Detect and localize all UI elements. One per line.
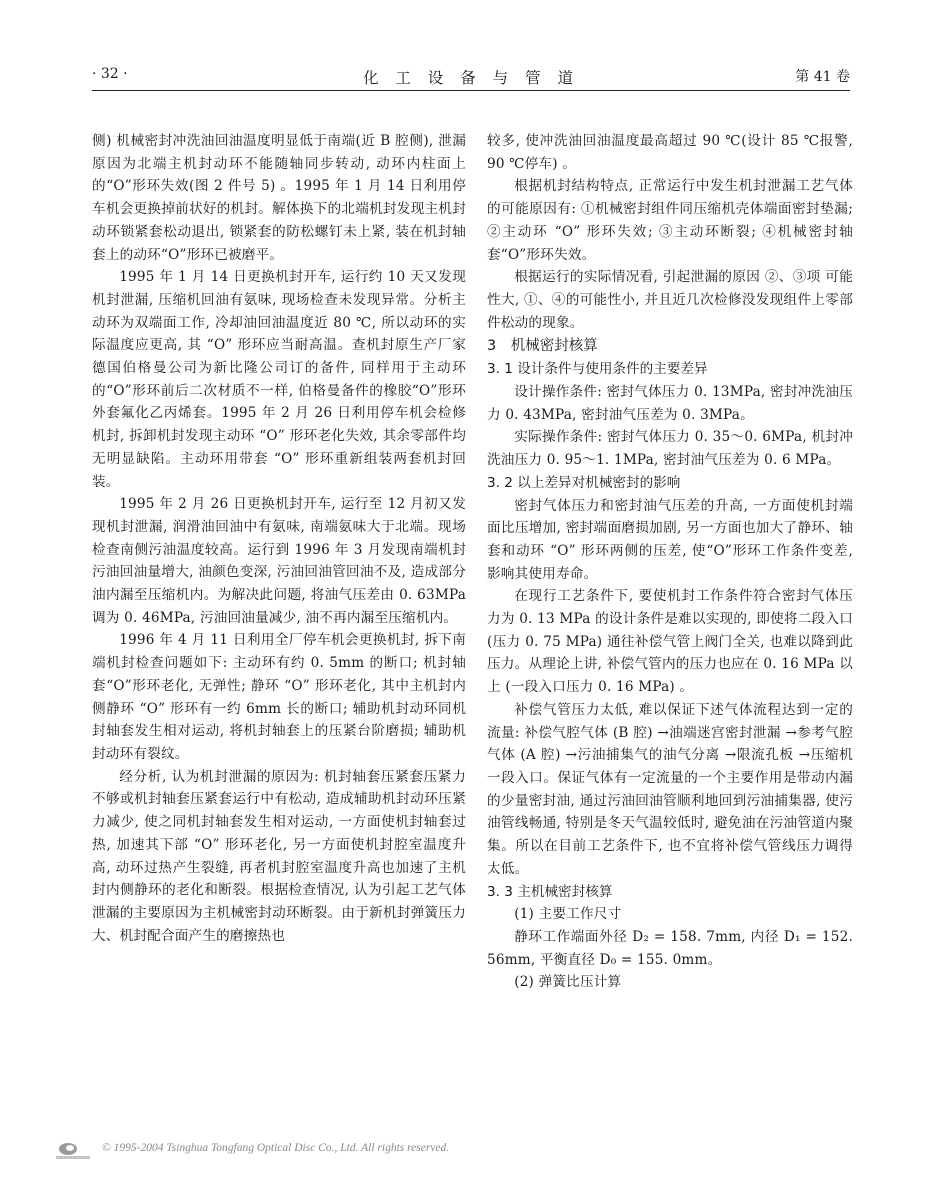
- subsection-heading: 3. 3 主机械密封核算: [487, 883, 613, 900]
- header-rule: [92, 90, 850, 91]
- left-column: [92, 130, 466, 947]
- subsection-heading: 3. 1 设计条件与使用条件的主要差异: [487, 361, 708, 378]
- body-paragraph: 较多, 使冲洗油回油温度最高超过 90 ℃(设计 85 ℃报警, 90 ℃停车) 。: [487, 133, 853, 172]
- subsection-heading: 3. 2 以上差异对机械密封的影响: [487, 474, 681, 491]
- body-paragraph: 在现行工艺条件下, 要使机封工作条件符合密封气体压力为 0. 13 MPa 的设计条件是难以实现的, 即使将二段入口(压力 0. 75 MPa) 通往补偿气管上阀门全关, 也难以降到此压力。从理论上讲, 补偿气管内的压力也应在 0. 16 MPa 以上 (一段入口压力 0. 16 MPa) 。: [487, 588, 853, 696]
- body-paragraph: 补偿气管压力太低, 难以保证下述气体流程达到一定的流量: 补偿气腔气体 (B 腔) →油端迷宫密封泄漏 →参考气腔气体 (A 腔) →污油捕集气的油气分离 →限流孔板 →压缩机一段入口。保证气体有一定流量的一个主要作用是带动内漏的少量密封油, 通过污油回油管顺利地回到污油捕集器, 使污油管线畅通, 特别是冬天气温较低时, 避免油在污油管道内聚集。所以在目前工艺条件下, 也不宜将补偿气管线压力调得太低。: [487, 701, 853, 877]
- body-paragraph: 1995 年 1 月 14 日更换机封开车, 运行约 10 天又发现机封泄漏, 压缩机回油有氨味, 现场检查未发现异常。分析主动环为双端面工作, 冷却油回油温度近 80 ℃, 所以动环的实际温度应更高, 其 “O” 形环应当耐高温。查机封原生产厂家德国伯格曼公司为新比隆公司订的备件, 同样用于主动环的“O”形环前后二次材质不一样, 伯格曼备件的橡胶“O”形环外套氟化乙丙烯套。1995 年 2 月 26 日利用停车机会检修机封, 拆卸机封发现主动环 “O” 形环老化失效, 其余零部件均无明显缺陷。主动环用带套 “O” 形环重新组装两套机封回装。: [92, 269, 466, 490]
- body-paragraph: 经分析, 认为机封泄漏的原因为: 机封轴套压紧套压紧力不够或机封轴套压紧套运行中有松动, 造成辅助机封动环压紧力减少, 使之同机封轴套发生相对运动, 一方面使机封轴套过热, 加速其下部 “O” 形环老化, 另一方面使机封腔室温度升高, 动环过热产生裂缝, 再者机封腔室温度升高也加速了主机封内侧静环的老化和断裂。根据检查情况, 认为引起工艺气体泄漏的主要原因为主机械密封动环断裂。由于新机封弹簧压力大、机封配合面产生的磨擦热也: [92, 768, 466, 944]
- body-paragraph: 静环工作端面外径 D₂ = 158. 7mm, 内径 D₁ = 152. 56mm, 平衡直径 D₀ = 155. 0mm。: [487, 928, 853, 968]
- body-paragraph: 密封气体压力和密封油气压差的升高, 一方面使机封端面比压增加, 密封端面磨损加剧, 另一方面也加大了静环、轴套和动环 “O” 形环两侧的压差, 使“O”形环工作条件变差, 影响其使用寿命。: [487, 497, 853, 582]
- page-number: · 32 ·: [92, 66, 128, 82]
- body-paragraph: (1) 主要工作尺寸: [514, 906, 622, 923]
- body-paragraph: 设计操作条件: 密封气体压力 0. 13MPa, 密封冲洗油压力 0. 43MPa, 密封油气压差为 0. 3MPa。: [487, 384, 853, 423]
- body-paragraph: 侧) 机械密封冲洗油回油温度明显低于南端(近 B 腔侧), 泄漏原因为北端主机封动环不能随轴同步转动, 动环内柱面上的“O”形环失效(图 2 件号 5) 。1995 年 1 月 14 日利用停车机会更换掉前状好的机封。解体换下的北端机封发现主机封动环锁紧套松动退出, 锁紧套的防松螺钉未上紧, 装在机封轴套上的动环“O”形环已被磨平。: [92, 133, 466, 263]
- journal-title: 化 工 设 备 与 管 道: [362, 69, 580, 87]
- body-paragraph: 1996 年 4 月 11 日利用全厂停车机会更换机封, 拆下南端机封检查问题如下: 主动环有约 0. 5mm 的断口; 机封轴套“O”形环老化, 无弹性; 静环 “O” 形环老化, 其中主机封内侧静环 “O” 形环有一约 6mm 长的断口; 辅助机封动环同机封轴套发生相对运动, 将机封轴套上的压紧台阶磨损; 辅助机封动环有裂纹。: [92, 632, 466, 762]
- body-paragraph: 根据机封结构特点, 正常运行中发生机封泄漏工艺气体的可能原因有: ①机械密封组件同压缩机壳体端面密封垫漏; ②主动环 “O” 形环失效; ③主动环断裂; ④机械密封轴套“O”形环失效。: [487, 178, 853, 263]
- running-header: [92, 66, 850, 90]
- body-paragraph: 根据运行的实际情况看, 引起泄漏的原因 ②、③项 可能性大, ①、④的可能性小, 并且近几次检修没发现组件上零部件松动的现象。: [487, 269, 853, 331]
- cnki-logo-icon: [54, 1140, 94, 1166]
- section-heading: 3 机械密封核算: [487, 338, 598, 355]
- right-column: [487, 130, 853, 994]
- copyright-notice: © 1995-2004 Tsinghua Tongfang Optical Disc Co., Ltd. All rights reserved.: [102, 1142, 450, 1154]
- body-paragraph: 实际操作条件: 密封气体压力 0. 35～0. 6MPa, 机封冲洗油压力 0. 95～1. 1MPa, 密封油气压差为 0. 6 MPa。: [487, 429, 853, 469]
- body-paragraph: 1995 年 2 月 26 日更换机封开车, 运行至 12 月初又发现机封泄漏, 润滑油回油中有氨味, 南端氨味大于北端。现场检查南侧污油温度较高。运行到 1996 年 3 月发现南端机封污油回油量增大, 油颜色变深, 污油回油管回油不及, 造成部分油内漏至压缩机内。为解决此问题, 将油气压差由 0. 63MPa 调为 0. 46MPa, 污油回油量减少, 油不再内漏至压缩机内。: [92, 496, 466, 626]
- body-paragraph: (2) 弹簧比压计算: [514, 974, 622, 991]
- page-footer: [54, 1140, 854, 1162]
- volume-label: 第 41 卷: [795, 69, 850, 85]
